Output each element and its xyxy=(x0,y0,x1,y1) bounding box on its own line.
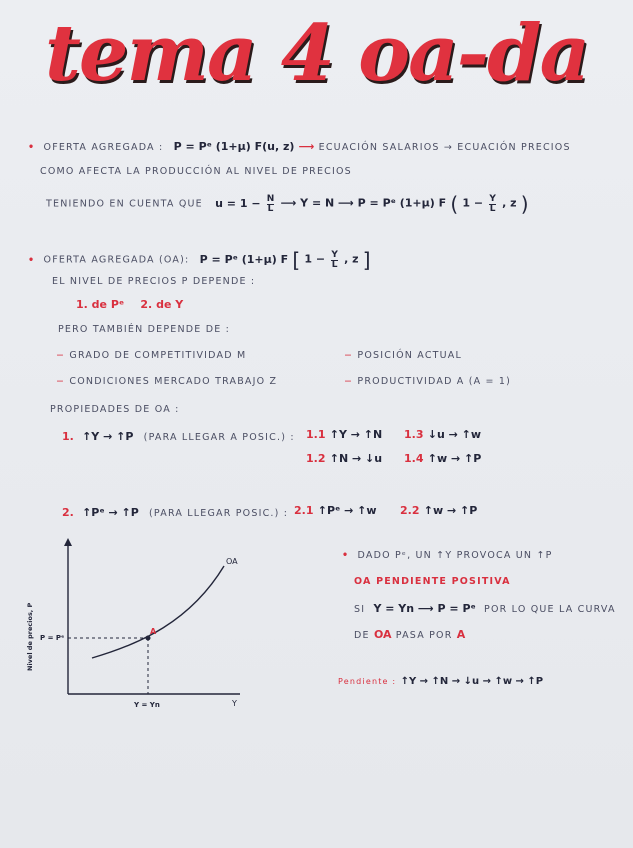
oferta-line2: COMO AFECTA LA PRODUCCIÓN AL NIVEL DE PRECIOS xyxy=(40,166,352,177)
oa-inner-1: 1 − xyxy=(304,252,326,266)
point-a-label: A xyxy=(150,627,157,636)
yn-formula: ⟶ Y = N ⟶ P = Pᵉ (1+μ) F xyxy=(280,196,447,210)
teniendo-text: TENIENDO EN CUENTA QUE xyxy=(46,198,203,210)
tambien-line: PERO TAMBIÉN DEPENDE DE : xyxy=(58,324,231,335)
propiedades-line: PROPIEDADES DE OA : xyxy=(50,404,180,415)
bullet-icon: • xyxy=(28,142,36,153)
oa-formula: P = Pᵉ (1+μ) F xyxy=(199,252,289,266)
y-axis-label: Nivel de precios, P xyxy=(26,602,34,671)
y-equals-yn: Y = Yn xyxy=(134,701,160,709)
oa-graph xyxy=(20,536,260,716)
open-bracket: ( xyxy=(450,192,459,216)
pendiente-label: Pendiente : xyxy=(338,677,397,686)
prop-1: 1. ↑Y → ↑P (PARA LLEGAR A POSIC.) : xyxy=(62,430,295,443)
factor-4: − PRODUCTIVIDAD A (A = 1) xyxy=(344,376,512,387)
ecuacion-salarios: ECUACIÓN SALARIOS xyxy=(318,142,440,153)
oa-curve xyxy=(92,566,224,658)
oa-line xyxy=(28,248,371,272)
oa-fraction-y-l: $\frac{Y}{L}$ xyxy=(331,249,338,270)
oferta-line xyxy=(28,140,571,153)
dep-1: 1. de Pᵉ xyxy=(76,298,125,311)
note-1: • DADO Pᵉ, UN ↑Y PROVOCA UN ↑P xyxy=(342,550,553,561)
prop-1-2: 1.2 ↑N → ↓u xyxy=(306,452,383,465)
oferta-line3 xyxy=(46,192,529,216)
bullet-icon: • xyxy=(342,550,350,561)
point-a xyxy=(146,636,151,641)
close-bracket: ) xyxy=(520,192,529,216)
note-4: DE OA PASA POR A xyxy=(354,628,466,641)
factor-3: − CONDICIONES MERCADO TRABAJO Z xyxy=(56,376,278,387)
arrow-icon: ⟶ xyxy=(298,140,315,153)
oferta-label: OFERTA AGREGADA : xyxy=(43,142,164,153)
factor-2: − POSICIÓN ACTUAL xyxy=(344,350,462,361)
bullet-icon: • xyxy=(28,254,36,266)
prop-2-2: 2.2 ↑w → ↑P xyxy=(400,504,478,517)
y-axis-arrow-icon xyxy=(64,538,72,546)
factor-1: − GRADO DE COMPETITIVIDAD Μ xyxy=(56,350,247,361)
depends-line xyxy=(76,298,183,311)
prop-1-3: 1.3 ↓u → ↑w xyxy=(404,428,482,441)
u-formula: u = 1 − xyxy=(215,196,261,210)
pendiente-chain: ↑Y → ↑N → ↓u → ↑w → ↑P xyxy=(400,676,544,687)
pendiente-line xyxy=(338,676,543,687)
ecuacion-precios: ECUACIÓN PRECIOS xyxy=(457,142,571,153)
arrow-icon: → xyxy=(443,142,454,153)
prop-1-4: 1.4 ↑w → ↑P xyxy=(404,452,482,465)
prop-2: 2. ↑Pᵉ → ↑P (PARA LLEGAR POSIC.) : xyxy=(62,506,289,519)
nivel-line: EL NIVEL DE PRECIOS P DEPENDE : xyxy=(52,276,256,287)
p-equals-pe: P = Pᵉ xyxy=(40,634,65,642)
note-3: SI Y = Yn ⟶ P = Pᵉ POR LO QUE LA CURVA xyxy=(354,602,616,615)
oa-inner-2: , z xyxy=(344,252,359,266)
oferta-formula: P = Pᵉ (1+μ) F(u, z) xyxy=(173,140,295,153)
oa-curve-label: OA xyxy=(226,557,238,566)
prop-1-1: 1.1 ↑Y → ↑N xyxy=(306,428,383,441)
open-bracket: [ xyxy=(292,248,301,272)
fraction-n-l: $\frac{N}{L}$ xyxy=(266,193,275,214)
fraction-y-l: $\frac{Y}{L}$ xyxy=(489,193,496,214)
close-bracket: ] xyxy=(362,248,371,272)
x-axis-label: Y xyxy=(232,699,237,708)
inner-1: 1 − xyxy=(462,196,484,210)
oa-label: OFERTA AGREGADA (OA): xyxy=(43,254,190,266)
note-2: OA PENDIENTE POSITIVA xyxy=(354,576,511,587)
page-title: tema 4 oa-da xyxy=(44,8,589,99)
dep-2: 2. de Y xyxy=(140,298,184,311)
inner-2: , z xyxy=(502,196,517,210)
prop-2-1: 2.1 ↑Pᵉ → ↑w xyxy=(294,504,377,517)
